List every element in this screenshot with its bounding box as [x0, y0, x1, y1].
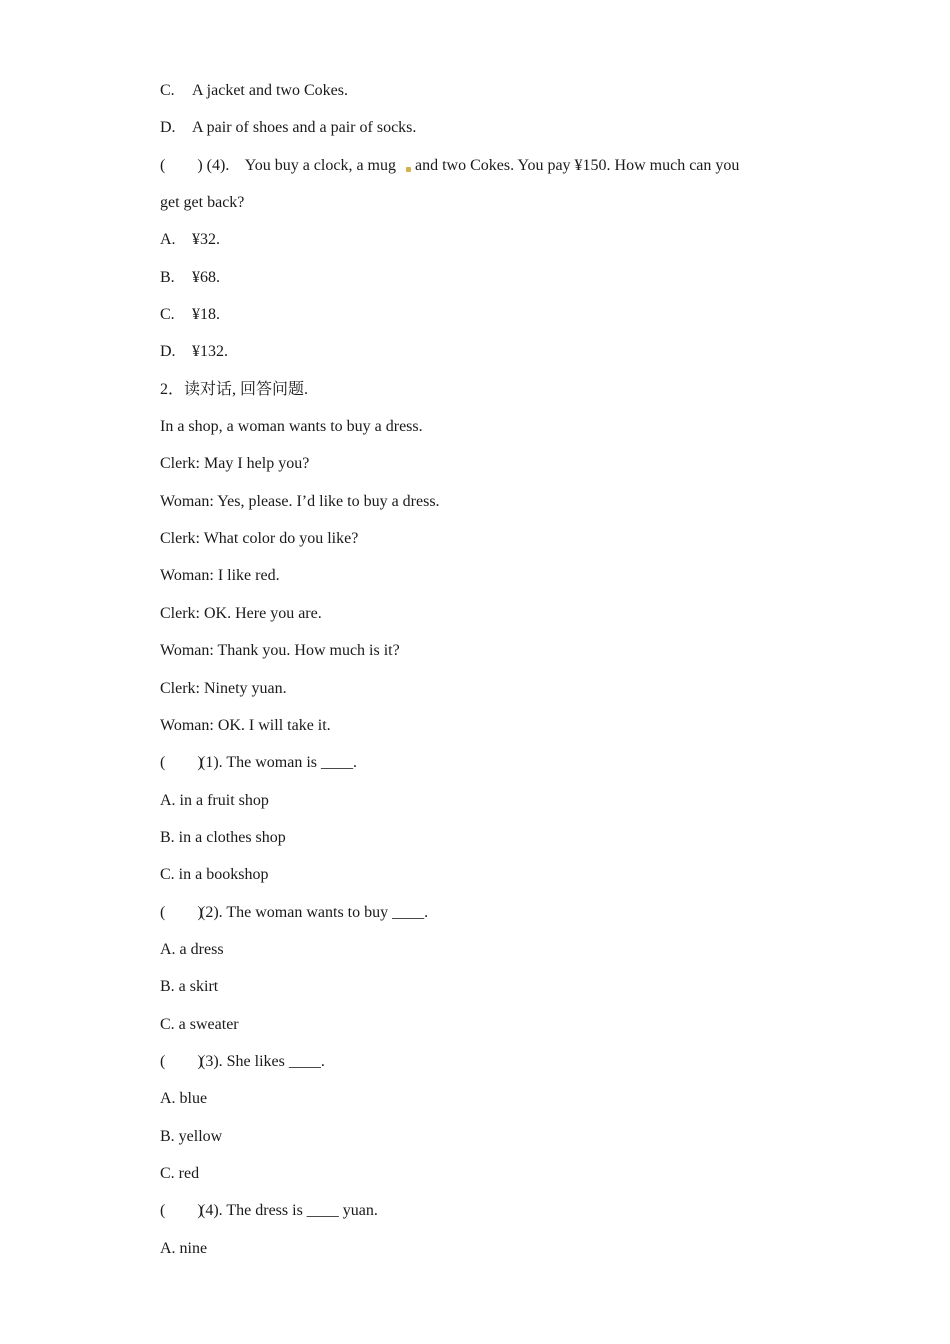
option: A. a dress — [160, 940, 224, 958]
question-text: (2). The woman wants to buy ____. — [200, 903, 429, 921]
option-letter: D. — [160, 343, 176, 361]
option: B. yellow — [160, 1127, 223, 1145]
question-text-line2: get get back? — [160, 194, 245, 212]
highlight-mark-icon — [406, 167, 411, 172]
option-letter: D. — [160, 119, 176, 137]
passage-intro: In a shop, a woman wants to buy a dress. — [160, 418, 423, 436]
question-number: (4). — [206, 156, 230, 174]
option-q4-c — [160, 302, 800, 339]
question-text: (1). The woman is ____. — [200, 754, 358, 772]
option-text: A jacket and two Cokes. — [192, 82, 348, 99]
option-letter: B. — [160, 268, 175, 286]
dialogue-line: Woman: Thank you. How much is it? — [160, 642, 400, 660]
answer-paren[interactable]: ( ) — [160, 1202, 203, 1220]
answer-paren[interactable]: ( ) — [160, 1052, 203, 1070]
option: B. a skirt — [160, 978, 219, 996]
option-text: ¥132. — [192, 343, 228, 361]
answer-paren[interactable]: ( ) — [160, 754, 203, 772]
dialogue-line: Clerk: What color do you like? — [160, 530, 359, 548]
option: A. in a fruit shop — [160, 791, 269, 809]
option-text: ¥18. — [192, 306, 220, 324]
question-text: (3). She likes ____. — [200, 1052, 325, 1070]
dialogue-line: Woman: Yes, please. I’d like to buy a dress. — [160, 492, 440, 510]
question-3-stem — [160, 1049, 800, 1086]
option-q3-c — [160, 78, 800, 115]
option-text: ¥32. — [192, 231, 220, 249]
document-page — [160, 78, 800, 1273]
option: A. nine — [160, 1239, 208, 1257]
section-2-heading: 2．读对话, 回答问题. — [160, 380, 309, 398]
option-letter: A. — [160, 231, 176, 249]
option: C. a sweater — [160, 1015, 239, 1033]
option: C. in a bookshop — [160, 866, 269, 884]
option-letter: C. — [160, 82, 175, 99]
option-q4-a — [160, 227, 800, 264]
dialogue-line: Clerk: OK. Here you are. — [160, 604, 322, 622]
question-4b-stem — [160, 1198, 800, 1235]
question-1-stem — [160, 750, 800, 787]
dialogue-line: Woman: OK. I will take it. — [160, 716, 331, 734]
option-q4-b — [160, 265, 800, 302]
dialogue-line: Woman: I like red. — [160, 567, 280, 585]
question-text-part2: and two Cokes. You pay ¥150. How much can you — [414, 156, 740, 174]
option-q3-d — [160, 115, 800, 152]
option: A. blue — [160, 1090, 208, 1108]
question-text-part1: You buy a clock, a mug — [244, 156, 396, 174]
option-letter: C. — [160, 306, 175, 324]
option: C. red — [160, 1164, 200, 1182]
option-text: A pair of shoes and a pair of socks. — [192, 119, 417, 137]
answer-paren[interactable]: ( ) — [160, 156, 203, 174]
question-text: (4). The dress is ____ yuan. — [200, 1202, 378, 1220]
question-4-stem-continued — [160, 190, 800, 227]
dialogue-line: Clerk: Ninety yuan. — [160, 679, 287, 697]
answer-paren[interactable]: ( ) — [160, 903, 203, 921]
question-2-stem — [160, 900, 800, 937]
question-4-stem — [160, 153, 800, 190]
option: B. in a clothes shop — [160, 828, 286, 846]
option-q4-d — [160, 339, 800, 376]
dialogue-line: Clerk: May I help you? — [160, 455, 310, 473]
option-text: ¥68. — [192, 268, 220, 286]
